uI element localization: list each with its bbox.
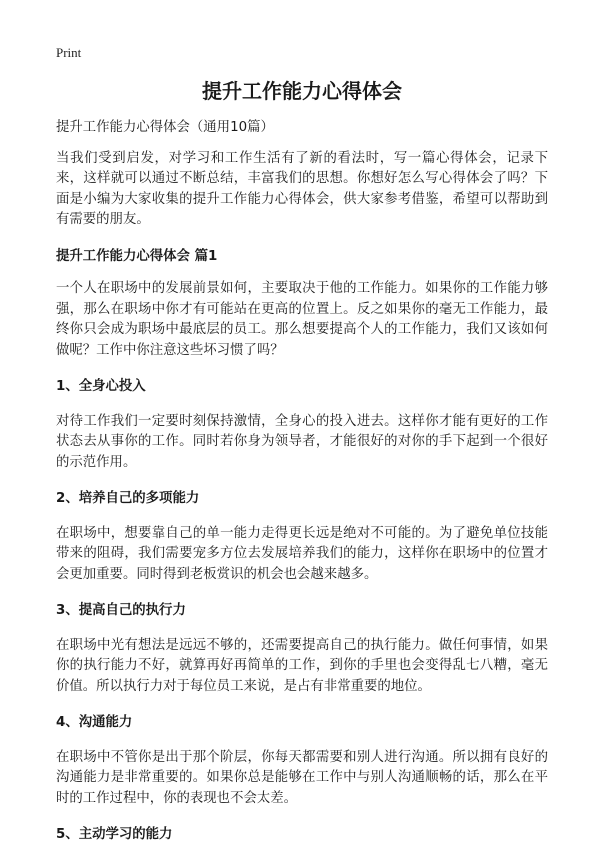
section-heading: 提升工作能力心得体会 篇1: [56, 248, 218, 264]
point-heading: 2、培养自己的多项能力: [56, 491, 200, 506]
point-paragraph: 在职场中，想要靠自己的单一能力走得更长远是绝对不可能的。为了避免单位技能带来的阻碍，我们需要宠多方位去发展培养我们的能力，这样你在职场中的位置才会更加重要。同时得到老板赏识的机会也会越来越多。: [56, 525, 548, 582]
point-paragraph: 在职场中不管你是出于那个阶层，你每天都需要和别人进行沟通。所以拥有良好的沟通能力是非常重要的。如果你总是能够在工作中与别人沟通顺畅的话，那么在平时的工作过程中，你的表现也不会太差。: [56, 749, 548, 806]
document-title: 提升工作能力心得体会: [202, 79, 402, 103]
point-heading: 5、主动学习的能力: [56, 827, 173, 842]
point-heading: 3、提高自己的执行力: [56, 603, 186, 618]
print-link[interactable]: Print: [56, 45, 82, 60]
document-subtitle: 提升工作能力心得体会（通用10篇）: [56, 120, 274, 135]
intro-paragraph: 当我们受到启发，对学习和工作生活有了新的看法时，写一篇心得体会，记录下来，这样就可以通过不断总结，丰富我们的思想。你想好怎么写心得体会了吗？下面是小编为大家收集的提升工作能力心得体会，供大家参考借鉴，希望可以帮助到有需要的朋友。: [56, 150, 548, 227]
point-heading: 4、沟通能力: [56, 715, 133, 730]
point-paragraph: 在职场中光有想法是远远不够的，还需要提高自己的执行能力。做任何事情，如果你的执行能力不好，就算再好再简单的工作，到你的手里也会变得乱七八糟，毫无价值。所以执行力对于每位员工来说，是占有非常重要的地位。: [56, 637, 548, 694]
point-heading: 1、全身心投入: [56, 379, 146, 394]
section-intro-paragraph: 一个人在职场中的发展前景如何，主要取决于他的工作能力。如果你的工作能力够强，那么在职场中你才有可能站在更高的位置上。反之如果你的毫无工作能力，最终你只会成为职场中最底层的员工。那么想要提高个人的工作能力，我们又该如何做呢？工作中你注意这些坏习惯了吗？: [56, 281, 548, 358]
document-body: [56, 118, 548, 860]
point-paragraph: 对待工作我们一定要时刻保持激情，全身心的投入进去。这样你才能有更好的工作状态去从事你的工作。同时若你身为领导者，才能很好的对你的手下起到一个很好的示范作用。: [56, 413, 548, 470]
